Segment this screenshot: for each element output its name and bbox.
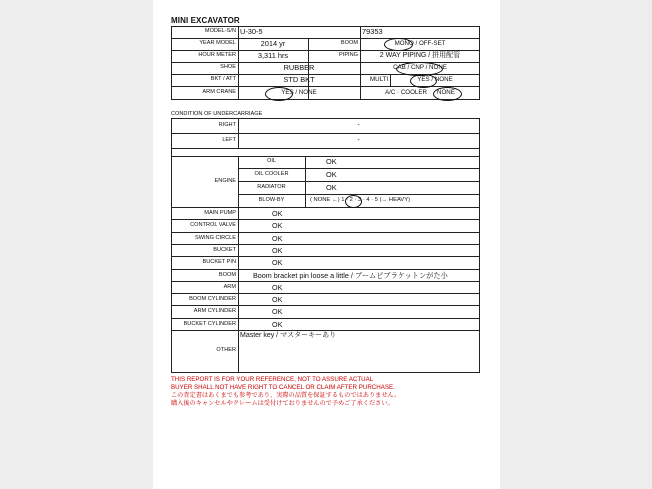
selected-yes-circle [410, 74, 437, 88]
grid-line [171, 148, 480, 149]
selected-none-circle [433, 87, 462, 101]
disclaimer-line: THIS REPORT IS FOR YOUR REFERENCE, NOT TO ASSURE ACTUAL [171, 376, 374, 383]
row-label: BOOM CYLINDER [189, 296, 236, 302]
grid-line [171, 26, 172, 99]
radiator-label: RADIATOR [257, 184, 286, 190]
selected-mono-circle [384, 38, 413, 51]
report-title: MINI EXCAVATOR [171, 16, 240, 25]
oil-cooler-value: OK [326, 170, 337, 179]
multi-options: YES / NONE [417, 76, 453, 83]
row-label: BOOM [218, 272, 236, 278]
disclaimer-line: この査定書はあくまでも参考であり、実際の品質を保証するものではありません。 [171, 392, 401, 399]
blowby-scale: ( NONE ←) 1 · 2 · 3 · 4 · 5 (→ HEAVY) [310, 197, 411, 203]
undercarriage-heading: CONDITION OF UNDERCARRIAGE [171, 111, 263, 117]
model-label: MODEL-S/N [204, 28, 236, 34]
row-label: BUCKET PIN [202, 259, 236, 265]
grid-line [238, 26, 239, 99]
cab-options: CAB / CNP / NONE [393, 64, 447, 71]
row-label: ARM CYLINDER [193, 308, 236, 314]
row-value: OK [272, 258, 283, 267]
right-value: - [357, 122, 360, 129]
row-value: OK [272, 209, 283, 218]
left-value: - [357, 137, 360, 144]
row-value: OK [272, 307, 283, 316]
grid-line [171, 219, 480, 220]
boom-options: MONO / OFF-SET [394, 40, 446, 47]
grid-line [171, 269, 480, 270]
oil-value: OK [326, 157, 337, 166]
grid-line [171, 318, 480, 319]
right-label: RIGHT [218, 122, 236, 128]
row-value: OK [272, 283, 283, 292]
multi-label: MULTI [370, 76, 389, 83]
row-value: OK [272, 246, 283, 255]
row-label: BUCKET CYLINDER [183, 321, 236, 327]
grid-line [238, 194, 480, 195]
grid-line [171, 244, 480, 245]
grid-line [171, 281, 480, 282]
grid-line [360, 26, 361, 99]
row-value: OK [272, 234, 283, 243]
row-label: BUCKET [213, 247, 236, 253]
grid-line [390, 74, 391, 86]
selected-level-circle [345, 195, 362, 208]
oil-label: OIL [266, 158, 277, 164]
grid-line [171, 26, 480, 27]
row-value: OK [272, 320, 283, 329]
year-value: 2014 yr [260, 39, 286, 48]
ac-cooler-label: A/C · COOLER [385, 89, 427, 96]
radiator-value: OK [326, 183, 337, 192]
disclaimer-line: 購入後のキャンセルやクレームは受付けておりませんので予めご了承ください。 [171, 400, 394, 407]
grid-line [238, 181, 480, 182]
piping-value: 2 WAY PIPING / 拼用配管 [379, 52, 461, 59]
row-label: SWING CIRCLE [194, 235, 236, 241]
engine-label: ENGINE [214, 178, 236, 184]
grid-line [171, 256, 480, 257]
row-label: MAIN PUMP [204, 210, 236, 216]
ac-cooler-value: NONE [437, 89, 455, 96]
hour-meter-label: HOUR METER [198, 52, 236, 58]
row-value: OK [272, 221, 283, 230]
bkt-att-label: BKT / ATT [210, 76, 236, 82]
row-value: Boom bracket pin loose a little / ブームピブラケットンがた小 [253, 271, 448, 280]
year-label: YEAR MODEL [199, 40, 236, 46]
blowby-label: BLOW-BY [258, 197, 285, 203]
arm-crane-options: YES / NONE [281, 89, 317, 96]
grid-line [479, 118, 480, 156]
row-label: ARM [223, 284, 236, 290]
grid-line [171, 330, 480, 331]
piping-label: PIPING [339, 52, 358, 58]
bkt-att-value: STD BKT [283, 75, 315, 84]
selected-yes-circle [265, 87, 293, 101]
grid-line [171, 232, 480, 233]
grid-line [171, 86, 480, 87]
grid-line [305, 156, 306, 207]
row-value: OK [272, 295, 283, 304]
left-label: LEFT [222, 137, 236, 143]
grid-line [171, 118, 480, 119]
arm-crane-label: ARM CRANE [202, 89, 236, 95]
serial-number: 79353 [362, 27, 383, 36]
row-label: CONTROL VALVE [190, 222, 236, 228]
hour-meter-value: 3,311 hrs [257, 51, 289, 60]
shoe-value: RUBBER [283, 63, 315, 72]
grid-line [171, 99, 480, 100]
grid-line [479, 26, 480, 99]
grid-line [171, 305, 480, 306]
grid-line [171, 372, 480, 373]
grid-line [479, 156, 480, 372]
grid-line [171, 50, 480, 51]
grid-line [171, 293, 480, 294]
grid-line [171, 38, 480, 39]
other-label: OTHER [216, 347, 236, 353]
boom-label: BOOM [340, 40, 358, 46]
disclaimer-line: BUYER SHALL NOT HAVE RIGHT TO CANCEL OR CLAIM AFTER PURCHASE. [171, 384, 395, 391]
grid-line [171, 133, 480, 134]
oil-cooler-label: OIL COOLER [254, 171, 289, 177]
grid-line [238, 168, 480, 169]
other-value: Master key / マスターキーあり [240, 332, 337, 339]
grid-line [171, 207, 480, 208]
shoe-label: SHOE [220, 64, 236, 70]
model-value: U-30-5 [240, 27, 263, 36]
